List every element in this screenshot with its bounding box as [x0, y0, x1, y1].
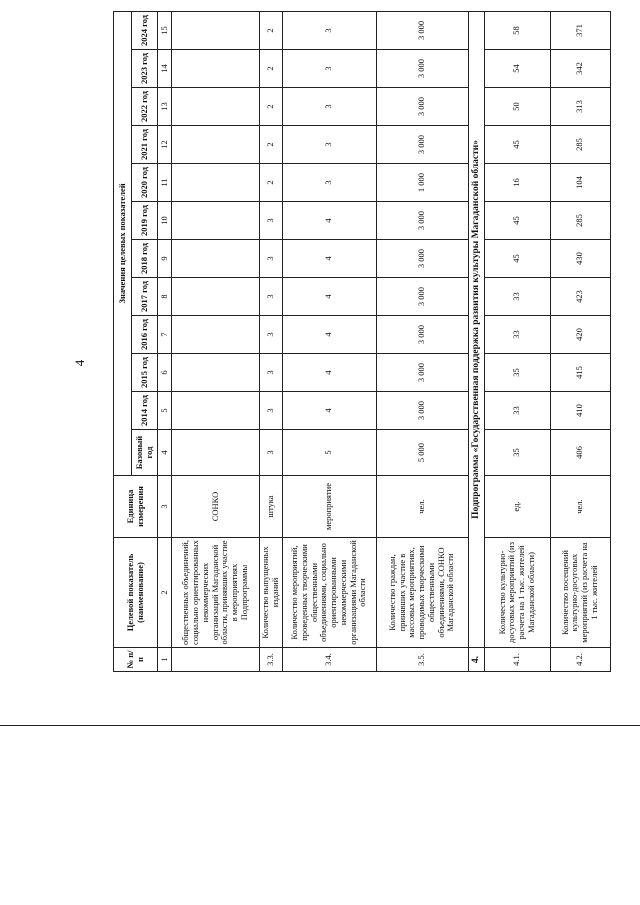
row-unit: чел. — [550, 476, 610, 538]
column-number: 7 — [158, 316, 172, 354]
row-value: 3 000 — [376, 316, 468, 354]
subprogram-title: Подпрограмма «Государственная поддержка развития культуры Магаданской области» — [468, 11, 484, 647]
row-unit: мероприятие — [282, 476, 376, 538]
row-value: 3 000 — [376, 278, 468, 316]
row-value: 406 — [550, 430, 610, 476]
header-year: 2015 год — [132, 354, 158, 392]
row-value: 3 — [282, 126, 376, 164]
row-value: 5 — [282, 430, 376, 476]
row-indicator: Количество выпущенных изданий — [260, 538, 283, 648]
row-value: 415 — [550, 354, 610, 392]
row-value: 3 — [260, 430, 283, 476]
row-value: 5 000 — [376, 430, 468, 476]
row-unit: чел. — [376, 476, 468, 538]
row-value: 3 — [260, 240, 283, 278]
row-value: 3 000 — [376, 88, 468, 126]
row-value — [172, 50, 260, 88]
row-value: 2 — [260, 164, 283, 202]
column-number: 2 — [158, 538, 172, 648]
row-num: 3.4. — [282, 648, 376, 672]
row-value: 3 — [282, 164, 376, 202]
row-value: 3 — [282, 11, 376, 49]
row-unit: СОНКО — [172, 476, 260, 538]
row-value: 4 — [282, 278, 376, 316]
row-value: 3 000 — [376, 126, 468, 164]
row-value: 45 — [484, 240, 550, 278]
row-num: 4.2. — [550, 648, 610, 672]
column-number: 8 — [158, 278, 172, 316]
row-value: 3 000 — [376, 354, 468, 392]
header-year: 2022 год — [132, 88, 158, 126]
row-value — [172, 430, 260, 476]
table-row — [172, 11, 260, 671]
row-value: 58 — [484, 11, 550, 49]
row-value: 2 — [260, 88, 283, 126]
header-year: 2023 год — [132, 50, 158, 88]
row-value: 4 — [282, 240, 376, 278]
row-value: 3 — [260, 392, 283, 430]
row-value — [172, 278, 260, 316]
header-year: 2019 год — [132, 202, 158, 240]
row-indicator: Количество посещений культурно-досуговых мероприятий (из расчета на 1 тыс. жителей — [550, 538, 610, 648]
row-value: 2 — [260, 11, 283, 49]
row-value: 3 000 — [376, 202, 468, 240]
column-number: 11 — [158, 164, 172, 202]
row-indicator: Количество культурно-досуговых мероприятий (из расчета на 1 тыс. жителей Магаданской области) — [484, 538, 550, 648]
row-value: 371 — [550, 11, 610, 49]
page-number: 4 — [72, 359, 87, 367]
column-number: 5 — [158, 392, 172, 430]
row-value — [172, 126, 260, 164]
row-value — [172, 240, 260, 278]
row-unit: ед. — [484, 476, 550, 538]
table-row — [260, 11, 283, 671]
row-value: 16 — [484, 164, 550, 202]
row-value: 1 000 — [376, 164, 468, 202]
table-row — [484, 11, 550, 671]
header-year: 2014 год — [132, 392, 158, 430]
row-value: 35 — [484, 354, 550, 392]
column-number: 1 — [158, 648, 172, 672]
row-value — [172, 164, 260, 202]
row-value: 3 — [260, 202, 283, 240]
row-value: 54 — [484, 50, 550, 88]
row-num: 3.3. — [260, 648, 283, 672]
table-row — [282, 11, 376, 671]
row-num — [172, 648, 260, 672]
row-num: 3.5. — [376, 648, 468, 672]
header-unit: Единица измерения — [114, 476, 158, 538]
row-value: 4 — [282, 316, 376, 354]
row-value: 4 — [282, 392, 376, 430]
row-value: 33 — [484, 316, 550, 354]
row-value: 3 000 — [376, 50, 468, 88]
header-year: 2017 год — [132, 278, 158, 316]
row-value: 4 — [282, 354, 376, 392]
row-value: 3 — [260, 354, 283, 392]
row-value: 423 — [550, 278, 610, 316]
column-number: 14 — [158, 50, 172, 88]
column-number: 10 — [158, 202, 172, 240]
row-value: 3 000 — [376, 240, 468, 278]
row-value: 2 — [260, 50, 283, 88]
row-value: 33 — [484, 278, 550, 316]
row-value: 3 — [282, 50, 376, 88]
row-value: 4 — [282, 202, 376, 240]
table-row — [376, 11, 468, 671]
header-year: 2020 год — [132, 164, 158, 202]
row-value: 45 — [484, 126, 550, 164]
row-value: 3 — [282, 88, 376, 126]
horizontal-rule — [0, 725, 640, 726]
row-value: 2 — [260, 126, 283, 164]
row-value: 342 — [550, 50, 610, 88]
row-value — [172, 88, 260, 126]
header-num: № п/п — [114, 648, 158, 672]
row-value: 430 — [550, 240, 610, 278]
row-value: 50 — [484, 88, 550, 126]
column-number: 12 — [158, 126, 172, 164]
header-year: 2024 год — [132, 11, 158, 49]
row-value — [172, 11, 260, 49]
column-number: 9 — [158, 240, 172, 278]
header-indicator: Целевой показатель (наименование) — [114, 538, 158, 648]
row-indicator: Количество граждан, принявших участие в массовых мероприятиях, проводимых творческими общественными объединениями, СОНКО Магаданской области — [376, 538, 468, 648]
row-num: 4.1. — [484, 648, 550, 672]
row-value: 3 000 — [376, 392, 468, 430]
row-value: 3 — [260, 278, 283, 316]
rotated-table-container — [113, 12, 633, 672]
column-number: 6 — [158, 354, 172, 392]
table-row — [550, 11, 610, 671]
row-unit: штука — [260, 476, 283, 538]
row-value: 35 — [484, 430, 550, 476]
row-value — [172, 316, 260, 354]
row-value — [172, 202, 260, 240]
column-number: 15 — [158, 11, 172, 49]
row-value: 104 — [550, 164, 610, 202]
subprogram-num: 4. — [468, 648, 484, 672]
row-value: 45 — [484, 202, 550, 240]
row-value: 3 — [260, 316, 283, 354]
header-values-group: Значения целевых показателей — [114, 11, 132, 475]
column-number: 3 — [158, 476, 172, 538]
column-number: 4 — [158, 430, 172, 476]
header-base-year: Базовый год — [132, 430, 158, 476]
row-value — [172, 354, 260, 392]
header-year: 2016 год — [132, 316, 158, 354]
row-indicator: общественных объединений, социально ориентированных некоммерческих организаций Магаданской области, принявших участие в мероприятиях Подпрограммы — [172, 538, 260, 648]
row-value: 285 — [550, 202, 610, 240]
header-year: 2018 год — [132, 240, 158, 278]
row-value: 33 — [484, 392, 550, 430]
indicators-table — [113, 11, 611, 672]
header-year: 2021 год — [132, 126, 158, 164]
column-number: 13 — [158, 88, 172, 126]
row-value: 3 000 — [376, 11, 468, 49]
row-indicator: Количество мероприятий, проведенных творческими общественными объединениями, социально ориентированными некоммерческими организациями Магаданской области — [282, 538, 376, 648]
row-value — [172, 392, 260, 430]
subprogram-row — [468, 11, 484, 671]
row-value: 410 — [550, 392, 610, 430]
row-value: 420 — [550, 316, 610, 354]
row-value: 285 — [550, 126, 610, 164]
row-value: 313 — [550, 88, 610, 126]
